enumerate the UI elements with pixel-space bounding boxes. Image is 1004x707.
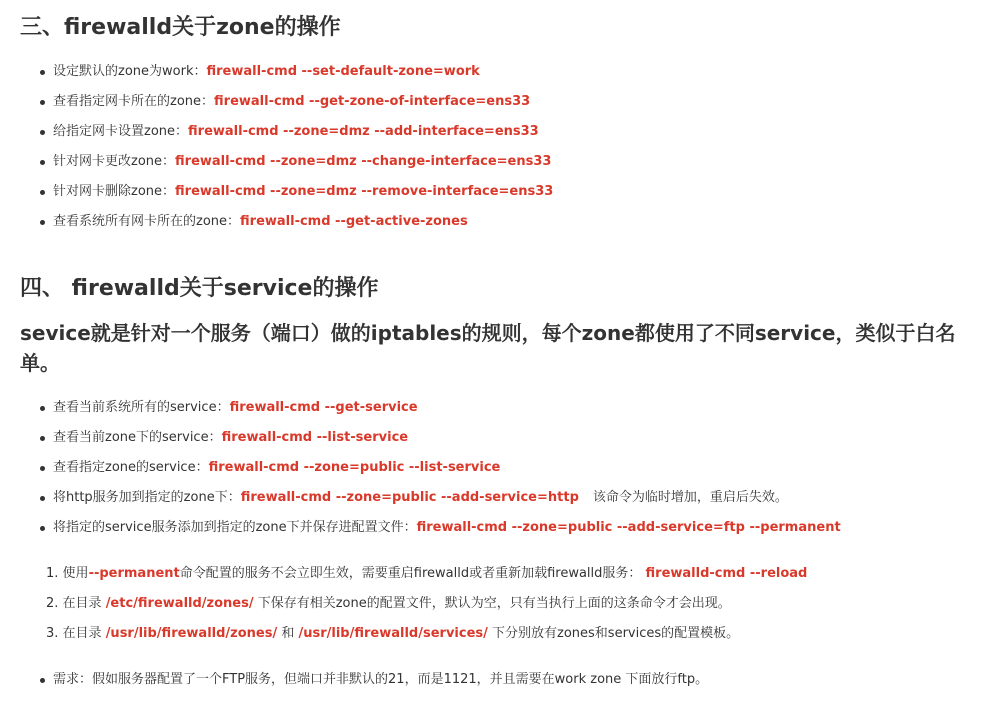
list-item — [40, 513, 841, 543]
section3-list — [40, 57, 553, 237]
command-text: firewalld-cmd --reload — [645, 566, 808, 581]
path-text: /usr/lib/firewalld/zones/ — [105, 626, 278, 641]
command-text: firewall-cmd --get-service — [229, 400, 418, 415]
item-label: 针对网卡更改zone： — [53, 154, 176, 169]
note-text: 下分别放有zones和services的配置模板。 — [487, 626, 740, 641]
list-item — [40, 207, 553, 237]
list-item — [40, 87, 553, 117]
item-label: 查看当前系统所有的service： — [53, 400, 230, 415]
note-number: 2. — [46, 596, 59, 611]
path-text: /etc/firewalld/zones/ — [105, 596, 254, 611]
list-item — [40, 117, 553, 147]
command-text: firewall-cmd --zone=public --list-service — [208, 460, 501, 475]
command-text: firewall-cmd --list-service — [221, 430, 409, 445]
item-label: 针对网卡删除zone： — [53, 184, 176, 199]
command-text: firewall-cmd --set-default-zone=work — [206, 64, 480, 79]
note-text: 命令配置的服务不会立即生效，需要重启firewalld或者重新加载firewalld服务： — [179, 566, 642, 581]
requirement-list — [40, 665, 708, 695]
command-text: firewall-cmd --zone=public --add-service=http — [240, 490, 579, 505]
command-text: firewall-cmd --zone=public --add-service=ftp --permanent — [416, 520, 841, 535]
list-item — [40, 177, 553, 207]
list-item — [40, 483, 841, 513]
note-number: 1. — [46, 566, 59, 581]
note-number: 3. — [46, 626, 59, 641]
item-label: 查看指定网卡所在的zone： — [53, 94, 215, 109]
note-item — [46, 619, 807, 649]
item-label: 设定默认的zone为work： — [53, 64, 207, 79]
list-item — [40, 57, 553, 87]
highlight-text: --permanent — [88, 566, 180, 581]
note-item — [46, 559, 807, 589]
section4-list — [40, 393, 841, 543]
command-text: firewall-cmd --zone=dmz --remove-interface=ens33 — [175, 184, 554, 199]
list-item — [40, 423, 841, 453]
item-label: 查看当前zone下的service： — [53, 430, 222, 445]
command-text: firewall-cmd --zone=dmz --change-interface=ens33 — [175, 154, 552, 169]
item-label: 给指定网卡设置zone： — [53, 124, 189, 139]
notes-list — [46, 559, 807, 649]
item-note: 该命令为临时增加，重启后失效。 — [592, 490, 788, 505]
item-label: 将指定的service服务添加到指定的zone下并保存进配置文件： — [53, 520, 417, 535]
list-item — [40, 665, 708, 695]
item-label: 查看系统所有网卡所在的zone： — [53, 214, 241, 229]
note-text: 在目录 — [62, 596, 106, 611]
section4-subheading: sevice就是针对一个服务（端口）做的iptables的规则，每个zone都使用了不同service，类似于白名单。 — [20, 321, 956, 375]
section4-heading: 四、 firewalld关于service的操作 — [20, 276, 379, 301]
note-text: 在目录 — [62, 626, 106, 641]
requirement-text: 需求：假如服务器配置了一个FTP服务，但端口并非默认的21，而是1121，并且需要在work zone 下面放行ftp。 — [53, 672, 709, 687]
command-text: firewall-cmd --zone=dmz --add-interface=ens33 — [188, 124, 539, 139]
item-label: 查看指定zone的service： — [53, 460, 209, 475]
path-text: /usr/lib/firewalld/services/ — [298, 626, 488, 641]
note-item — [46, 589, 807, 619]
note-text: 下保存有相关zone的配置文件，默认为空，只有当执行上面的这条命令才会出现。 — [253, 596, 731, 611]
item-label: 将http服务加到指定的zone下： — [53, 490, 241, 505]
command-text: firewall-cmd --get-active-zones — [240, 214, 468, 229]
command-text: firewall-cmd --get-zone-of-interface=ens33 — [214, 94, 531, 109]
section3-heading: 三、firewalld关于zone的操作 — [20, 15, 341, 40]
note-text: 使用 — [62, 566, 89, 581]
note-text: 和 — [277, 626, 299, 641]
list-item — [40, 147, 553, 177]
list-item — [40, 453, 841, 483]
list-item — [40, 393, 841, 423]
